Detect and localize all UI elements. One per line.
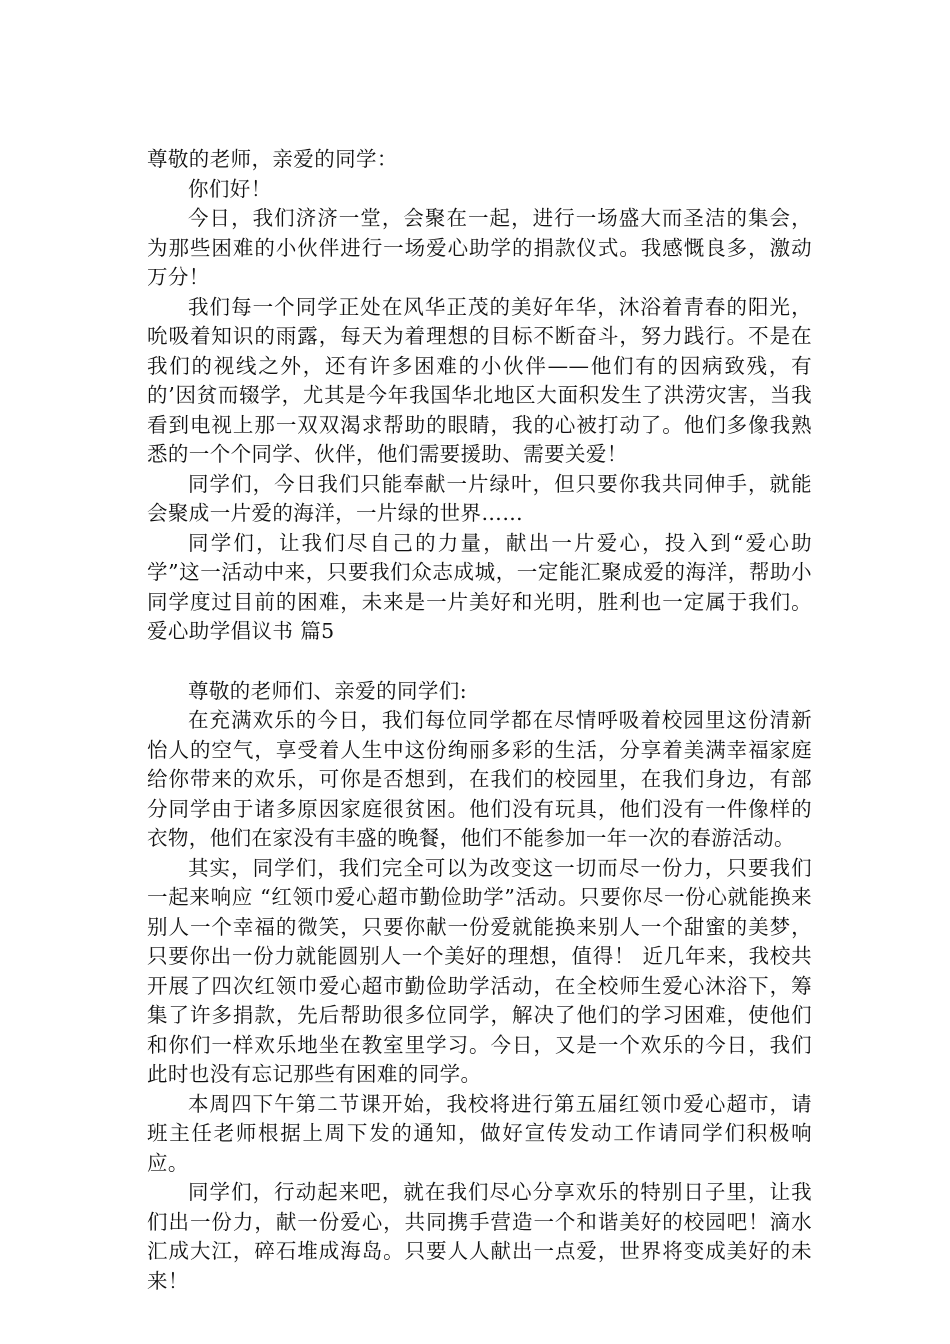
paragraph: 今日，我们济济一堂，会聚在一起，进行一场盛大而圣洁的集会，为那些困难的小伙伴进行一场爱心助学的捐款仪式。我感慨良多，激动万分！	[147, 206, 812, 289]
paragraph: 同学们，让我们尽自己的力量，献出一片爱心，投入到“爱心助学”这一活动中来，只要我们众志成城，一定能汇聚成爱的海洋，帮助小同学度过目前的困难，未来是一片美好和光明，胜利也一定属于我们。爱心助学倡议书 篇5	[147, 530, 812, 643]
paragraph: 本周四下午第二节课开始，我校将进行第五届红领巾爱心超市，请班主任老师根据上周下发的通知，做好宣传发动工作请同学们积极响应。	[147, 1091, 812, 1175]
section-gap	[147, 647, 812, 677]
paragraph: 同学们，今日我们只能奉献一片绿叶，但只要你我共同伸手，就能会聚成一片爱的海洋，一片绿的世界……	[147, 471, 812, 525]
paragraph: 同学们，行动起来吧，就在我们尽心分享欢乐的特别日子里，让我们出一份力，献一份爱心，共同携手营造一个和谐美好的校园吧！滴水汇成大江，碎石堆成海岛。只要人人献出一点爱，世界将变成美好的未来！	[147, 1180, 812, 1293]
paragraph: 我们每一个同学正处在风华正茂的美好年华，沐浴着青春的阳光，吮吸着知识的雨露，每天为着理想的目标不断奋斗，努力践行。不是在我们的视线之外，还有许多困难的小伙伴——他们有的因病致残，有的’因贫而辍学，尤其是今年我国华北地区大面积发生了洪涝灾害，当我看到电视上那一双双渴求帮助的眼睛，我的心被打动了。他们多像我熟悉的一个个同学、伙伴，他们需要援助、需要关爱！	[147, 294, 812, 466]
paragraph: 在充满欢乐的今日，我们每位同学都在尽情呼吸着校园里这份清新怡人的空气，享受着人生中这份绚丽多彩的生活，分享着美满幸福家庭给你带来的欢乐，可你是否想到，在我们的校园里，在我们身边，有部分同学由于诸多原因家庭很贫困。他们没有玩具，他们没有一件像样的衣物，他们在家没有丰盛的晚餐，他们不能参加一年一次的春游活动。	[147, 708, 812, 850]
paragraph: 其实，同学们，我们完全可以为改变这一切而尽一份力，只要我们一起来响应 “红领巾爱心超市勤俭助学”活动。只要你尽一份心就能换来别人一个幸福的微笑，只要你献一份爱就能换来别人一个甜蜜的美梦，只要你出一份力就能圆别人一个美好的理想，值得！ 近几年来，我校共开展了四次红领巾爱心超市勤俭助学活动，在全校师生爱心沐浴下，筹集了许多捐款，先后帮助很多位同学，解决了他们的学习困难，使他们和你们一样欢乐地坐在教室里学习。今日，又是一个欢乐的今日，我们此时也没有忘记那些有困难的同学。	[147, 855, 812, 1086]
salutation-2: 尊敬的老师们、亲爱的同学们:	[188, 678, 468, 703]
greeting: 你们好！	[188, 176, 272, 201]
document-page	[147, 145, 812, 1296]
salutation-1: 尊敬的老师，亲爱的同学：	[147, 147, 398, 171]
